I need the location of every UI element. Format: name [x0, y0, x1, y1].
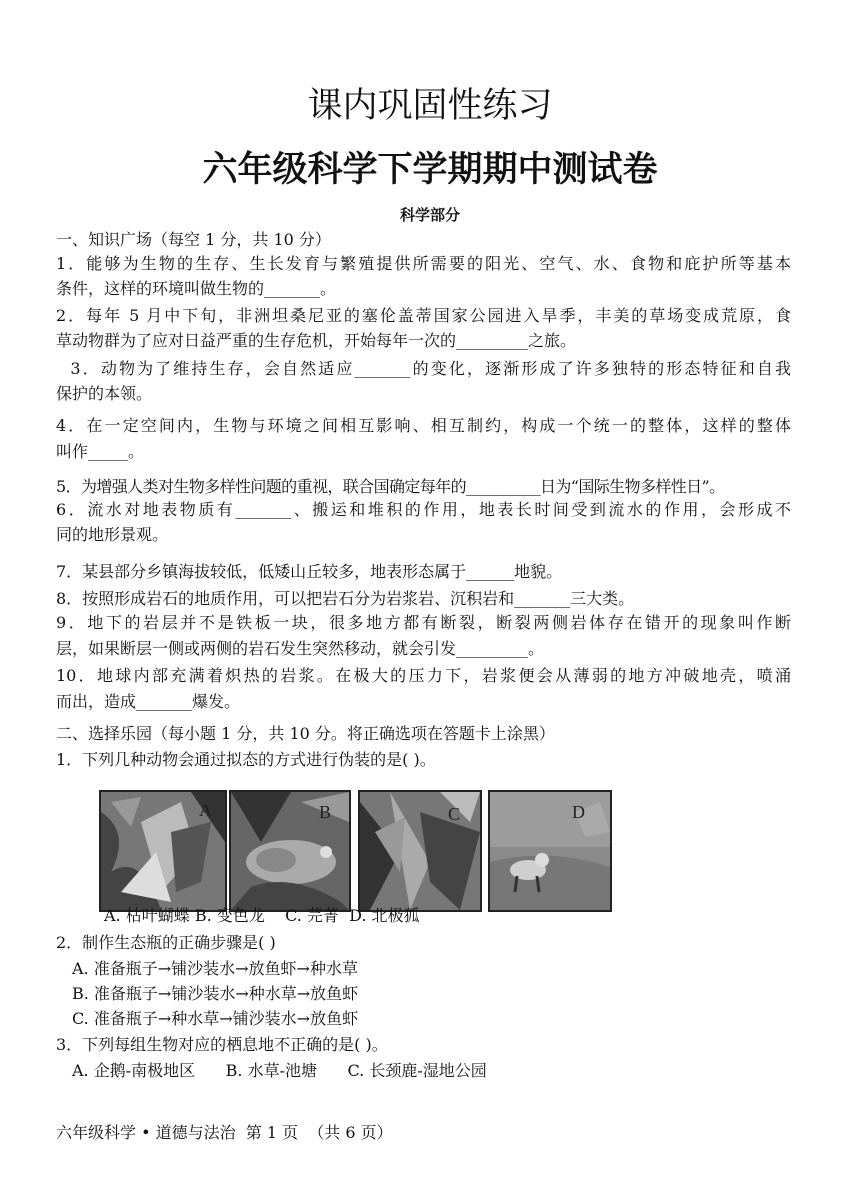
question-line: 1．能够为生物的生存、生长发育与繁殖提供所需要的阳光、空气、水、食物和庇护所等基本: [56, 254, 791, 273]
question-2-option: A. 准备瓶子→铺沙装水→放鱼虾→种水草: [72, 959, 358, 978]
question-line: 同的地形景观。: [56, 525, 169, 544]
section1-heading: 一、知识广场（每空 1 分，共 10 分）: [56, 230, 331, 249]
question-line: 6．流水对地表物质有_______、搬运和堆积的作用，地表长时间受到流水的作用，会形成不: [56, 500, 791, 519]
question-line: 层，如果断层一侧或两侧的岩石发生突然移动，就会引发_________。: [56, 639, 545, 658]
photo-leaf-butterfly: [99, 790, 227, 912]
question-2-option: B. 准备瓶子→铺沙装水→种水草→放鱼虾: [72, 984, 359, 1003]
question-line: 9．地下的岩层并不是铁板一块，很多地方都有断裂，断裂两侧岩体存在错开的现象叫作断: [56, 613, 791, 632]
question-line: 5．为增强人类对生物多样性问题的重视，联合国确定每年的__________日为“国际生物多样性日”。: [56, 477, 725, 496]
question-1: 1．下列几种动物会通过拟态的方式进行伪装的是( )。: [56, 750, 436, 769]
photo-chameleon: [229, 790, 351, 912]
photo-label: B: [319, 802, 332, 822]
question-line: 2．每年 5 月中下旬，非洲坦桑尼亚的塞伦盖蒂国家公园进入旱季，丰美的草场变成荒原，食: [56, 306, 791, 325]
photo-label: A: [199, 800, 212, 820]
question-line: 草动物群为了应对日益严重的生存危机，开始每年一次的_________之旅。: [56, 331, 577, 350]
question-line: 4．在一定空间内，生物与环境之间相互影响、相互制约，构成一个统一的整体，这样的整体: [56, 416, 791, 435]
section2-heading: 二、选择乐园（每小题 1 分，共 10 分。将正确选项在答题卡上涂黑）: [56, 724, 555, 743]
part-heading: 科学部分: [399, 206, 460, 224]
page-supertitle: 课内巩固性练习: [307, 86, 553, 126]
question-3: 3．下列每组生物对应的栖息地不正确的是( )。: [56, 1035, 388, 1054]
question-line: 条件，这样的环境叫做生物的_______。: [56, 279, 337, 298]
question-line: 而出，造成_______爆发。: [56, 692, 241, 711]
page-footer: 六年级科学 • 道德与法治 第 1 页 （共 6 页）: [56, 1123, 393, 1142]
question-line: 10．地球内部充满着炽热的岩浆。在极大的压力下，岩浆便会从薄弱的地方冲破地壳，喷涌: [56, 666, 791, 685]
question-line: 保护的本领。: [56, 384, 153, 403]
question-line: 叫作_____。: [56, 442, 145, 461]
photo-arctic-fox: [488, 790, 612, 912]
question-3-options: A. 企鹅-南极地区 B. 水草-池塘 C. 长颈鹿-湿地公园: [72, 1061, 487, 1080]
question-2-option: C. 准备瓶子→种水草→铺沙装水→放鱼虾: [72, 1009, 359, 1028]
question-2: 2．制作生态瓶的正确步骤是( ): [56, 933, 276, 952]
question-line: 3．动物为了维持生存，会自然适应_______的变化，逐渐形成了许多独特的形态特征和自我: [56, 359, 791, 378]
question-line: 7．某县部分乡镇海拔较低，低矮山丘较多，地表形态属于______地貌。: [56, 562, 563, 581]
photo-blister-beetle: [358, 790, 482, 912]
photo-label: D: [572, 802, 585, 822]
question-1-options: A. 枯叶蝴蝶 B. 变色龙 C. 芫菁 D. 北极狐: [104, 906, 420, 925]
question-line: 8．按照形成岩石的地质作用，可以把岩石分为岩浆岩、沉积岩和_______三大类。: [56, 589, 635, 608]
photo-label: C: [448, 804, 461, 824]
exam-title: 六年级科学下学期期中测试卷: [202, 149, 658, 190]
